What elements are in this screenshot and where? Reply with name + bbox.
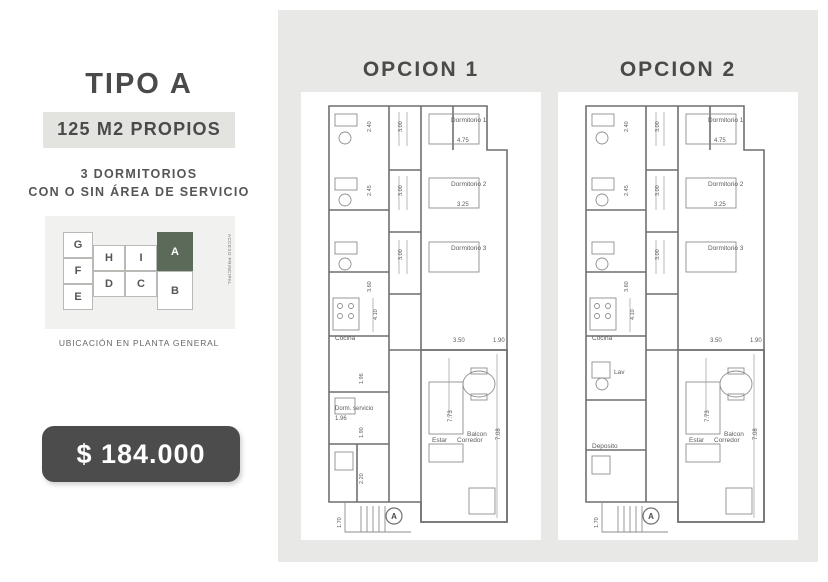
info-panel (0, 0, 278, 582)
svg-text:Deposito: Deposito (592, 443, 618, 450)
svg-text:Dorm. servicio: Dorm. servicio (335, 406, 374, 412)
unit-description-line2: CON O SIN ÁREA DE SERVICIO (28, 185, 250, 200)
svg-text:4.75: 4.75 (714, 138, 726, 144)
block-d: D (93, 271, 125, 297)
svg-text:3.00: 3.00 (655, 249, 661, 260)
svg-text:7.08: 7.08 (753, 428, 759, 440)
site-plan-map (45, 216, 235, 329)
svg-text:Dormitorio 1: Dormitorio 1 (708, 117, 744, 124)
svg-text:A: A (391, 512, 397, 521)
option-1 (297, 10, 545, 562)
unit-description-line1: 3 DORMITORIOS (80, 167, 198, 181)
svg-text:Estar: Estar (432, 437, 448, 444)
svg-text:3.50: 3.50 (453, 338, 465, 344)
svg-text:1.70: 1.70 (594, 517, 600, 528)
svg-text:Dormitorio 3: Dormitorio 3 (451, 245, 487, 252)
svg-text:4.10: 4.10 (373, 309, 379, 320)
svg-text:Corredor: Corredor (457, 437, 483, 444)
svg-text:1.90: 1.90 (493, 338, 505, 344)
svg-text:Balcon: Balcon (467, 431, 487, 438)
option-2-floorplan (558, 92, 798, 540)
area-badge: 125 M2 PROPIOS (43, 112, 235, 148)
option-1-floorplan (301, 92, 541, 540)
svg-text:2.45: 2.45 (367, 185, 373, 196)
svg-text:1.70: 1.70 (337, 517, 343, 528)
svg-text:3.60: 3.60 (624, 281, 630, 292)
page-title: TIPO A (85, 68, 193, 100)
site-plan-caption: UBICACIÓN EN PLANTA GENERAL (58, 338, 220, 348)
svg-text:3.60: 3.60 (367, 281, 373, 292)
svg-text:3.50: 3.50 (710, 338, 722, 344)
block-g: G (63, 232, 93, 258)
svg-text:3.25: 3.25 (714, 202, 726, 208)
option-2 (554, 10, 802, 562)
block-c: C (125, 271, 157, 297)
svg-text:2.40: 2.40 (624, 121, 630, 132)
svg-text:Cocina: Cocina (592, 335, 613, 342)
svg-text:Dormitorio 2: Dormitorio 2 (708, 181, 744, 188)
svg-text:7.08: 7.08 (496, 428, 502, 440)
svg-text:Dormitorio 3: Dormitorio 3 (708, 245, 744, 252)
block-a-selected: A (157, 232, 193, 271)
svg-text:3.00: 3.00 (398, 249, 404, 260)
block-i: I (125, 245, 157, 271)
block-b: B (157, 271, 193, 310)
svg-text:3.00: 3.00 (655, 185, 661, 196)
unit-description (0, 165, 278, 201)
svg-text:2.20: 2.20 (359, 473, 365, 484)
block-h: H (93, 245, 125, 271)
svg-text:Balcon: Balcon (724, 431, 744, 438)
svg-text:3.00: 3.00 (398, 121, 404, 132)
block-e: E (63, 284, 93, 310)
svg-text:1.96: 1.96 (359, 373, 365, 384)
main-access-label: ACCESO PRINCIPAL (227, 234, 232, 285)
svg-text:A: A (648, 512, 654, 521)
svg-text:1.90: 1.90 (750, 338, 762, 344)
block-f: F (63, 258, 93, 284)
option-2-title: OPCION 2 (619, 58, 737, 81)
price-tag: $ 184.000 (42, 426, 240, 482)
svg-text:3.25: 3.25 (457, 202, 469, 208)
svg-text:Cocina: Cocina (335, 335, 356, 342)
svg-text:4.75: 4.75 (457, 138, 469, 144)
svg-text:2.40: 2.40 (367, 121, 373, 132)
svg-text:7.73: 7.73 (448, 410, 454, 422)
svg-text:3.00: 3.00 (655, 121, 661, 132)
svg-text:4.10: 4.10 (630, 309, 636, 320)
option-1-title: OPCION 1 (362, 58, 480, 81)
svg-text:7.73: 7.73 (705, 410, 711, 422)
svg-text:3.00: 3.00 (398, 185, 404, 196)
svg-text:Dormitorio 2: Dormitorio 2 (451, 181, 487, 188)
svg-text:1.96: 1.96 (335, 416, 347, 422)
svg-text:Lav: Lav (614, 369, 625, 376)
svg-text:1.90: 1.90 (359, 427, 365, 438)
svg-text:Estar: Estar (689, 437, 705, 444)
svg-text:Dormitorio 1: Dormitorio 1 (451, 117, 487, 124)
floorplans-panel (278, 10, 818, 562)
svg-text:2.45: 2.45 (624, 185, 630, 196)
svg-text:Corredor: Corredor (714, 437, 740, 444)
